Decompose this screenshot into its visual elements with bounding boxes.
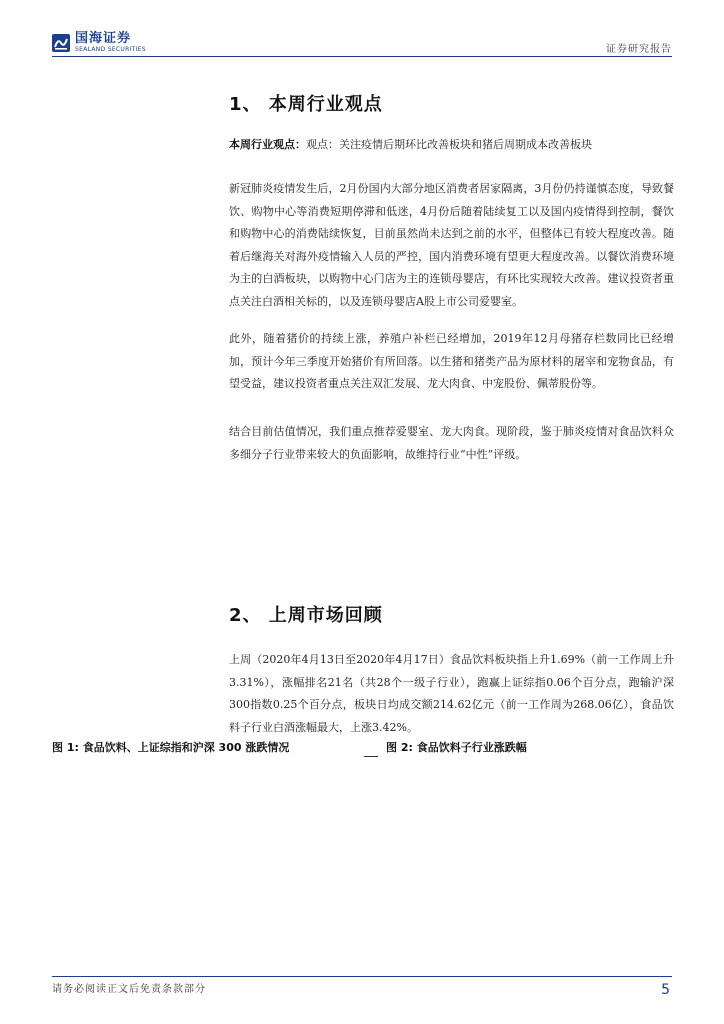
footer-divider xyxy=(52,976,672,977)
footer-disclaimer: 请务必阅读正文后免责条款部分 xyxy=(52,984,206,995)
figure-caption-divider xyxy=(364,756,378,757)
page-header xyxy=(0,0,724,58)
section-1-heading: 1、 本周行业观点 xyxy=(229,94,383,115)
section-1-paragraph-2: 此外，随着猪价的持续上涨，养殖户补栏已经增加，2019年12月母猪存栏数同比已经增加，预计今年三季度开始猪价有所回落。以生猪和猪类产品为原材料的屠宰和宠物食品，有望受益，建议投资者重点关注双汇发展、龙大肉食、中宠股份、佩蒂股份等。 xyxy=(229,332,674,390)
figure-1-caption: 图 1: 食品饮料、上证综指和沪深 300 涨跌情况 xyxy=(52,741,290,754)
figure-2-caption: 图 2: 食品饮料子行业涨跌幅 xyxy=(386,741,527,754)
section-1-paragraph-3: 结合目前估值情况，我们重点推荐爱婴室、龙大肉食。现阶段，鉴于肺炎疫情对食品饮料众多细分子行业带来较大的负面影响，故维持行业“中性”评级。 xyxy=(229,425,674,461)
company-logo xyxy=(52,32,146,53)
report-type-label: 证券研究报告 xyxy=(606,44,672,55)
section-1-viewpoint xyxy=(229,134,674,157)
section-1-paragraph-1: 新冠肺炎疫情发生后，2月份国内大部分地区消费者居家隔离，3月份仍持谨慎态度，导致餐饮、购物中心等消费短期停滞和低迷，4月份后随着陆续复工以及国内疫情得到控制，餐饮和购物中心的消费陆续恢复，目前虽然尚未达到之前的水平，但整体已有较大程度改善。随着后继海关对海外疫情输入人员的严控，国内消费环境有望更大程度改善。以餐饮消费环境为主的白酒板块，以购物中心门店为主的连锁母婴店，有环比实现较大改善。建议投资者重点关注白酒相关标的，以及连锁母婴店A股上市公司爱婴室。 xyxy=(229,182,674,308)
logo-name-cn: 国海证券 xyxy=(75,31,132,46)
logo-name-en: SEALAND SECURITIES xyxy=(75,46,146,53)
page-number: 5 xyxy=(661,982,670,998)
header-divider xyxy=(52,56,672,57)
sealand-logo-icon xyxy=(52,34,70,52)
section-2-paragraph-1: 上周（2020年4月13日至2020年4月17日）食品饮料板块指上升1.69%（前一工作周上升3.31%），涨幅排名21名（共28个一级子行业），跑赢上证综指0.06个百分点，跑输沪深300指数0.25个百分点，板块日均成交额214.62亿元（前一工作周为268.06亿），食品饮料子行业白酒涨幅最大，上涨3.42%。 xyxy=(229,653,674,734)
viewpoint-label: 本周行业观点： xyxy=(229,138,306,151)
section-2-heading: 2、 上周市场回顾 xyxy=(229,605,383,626)
viewpoint-text: 观点：关注疫情后期环比改善板块和猪后周期成本改善板块 xyxy=(306,138,592,151)
